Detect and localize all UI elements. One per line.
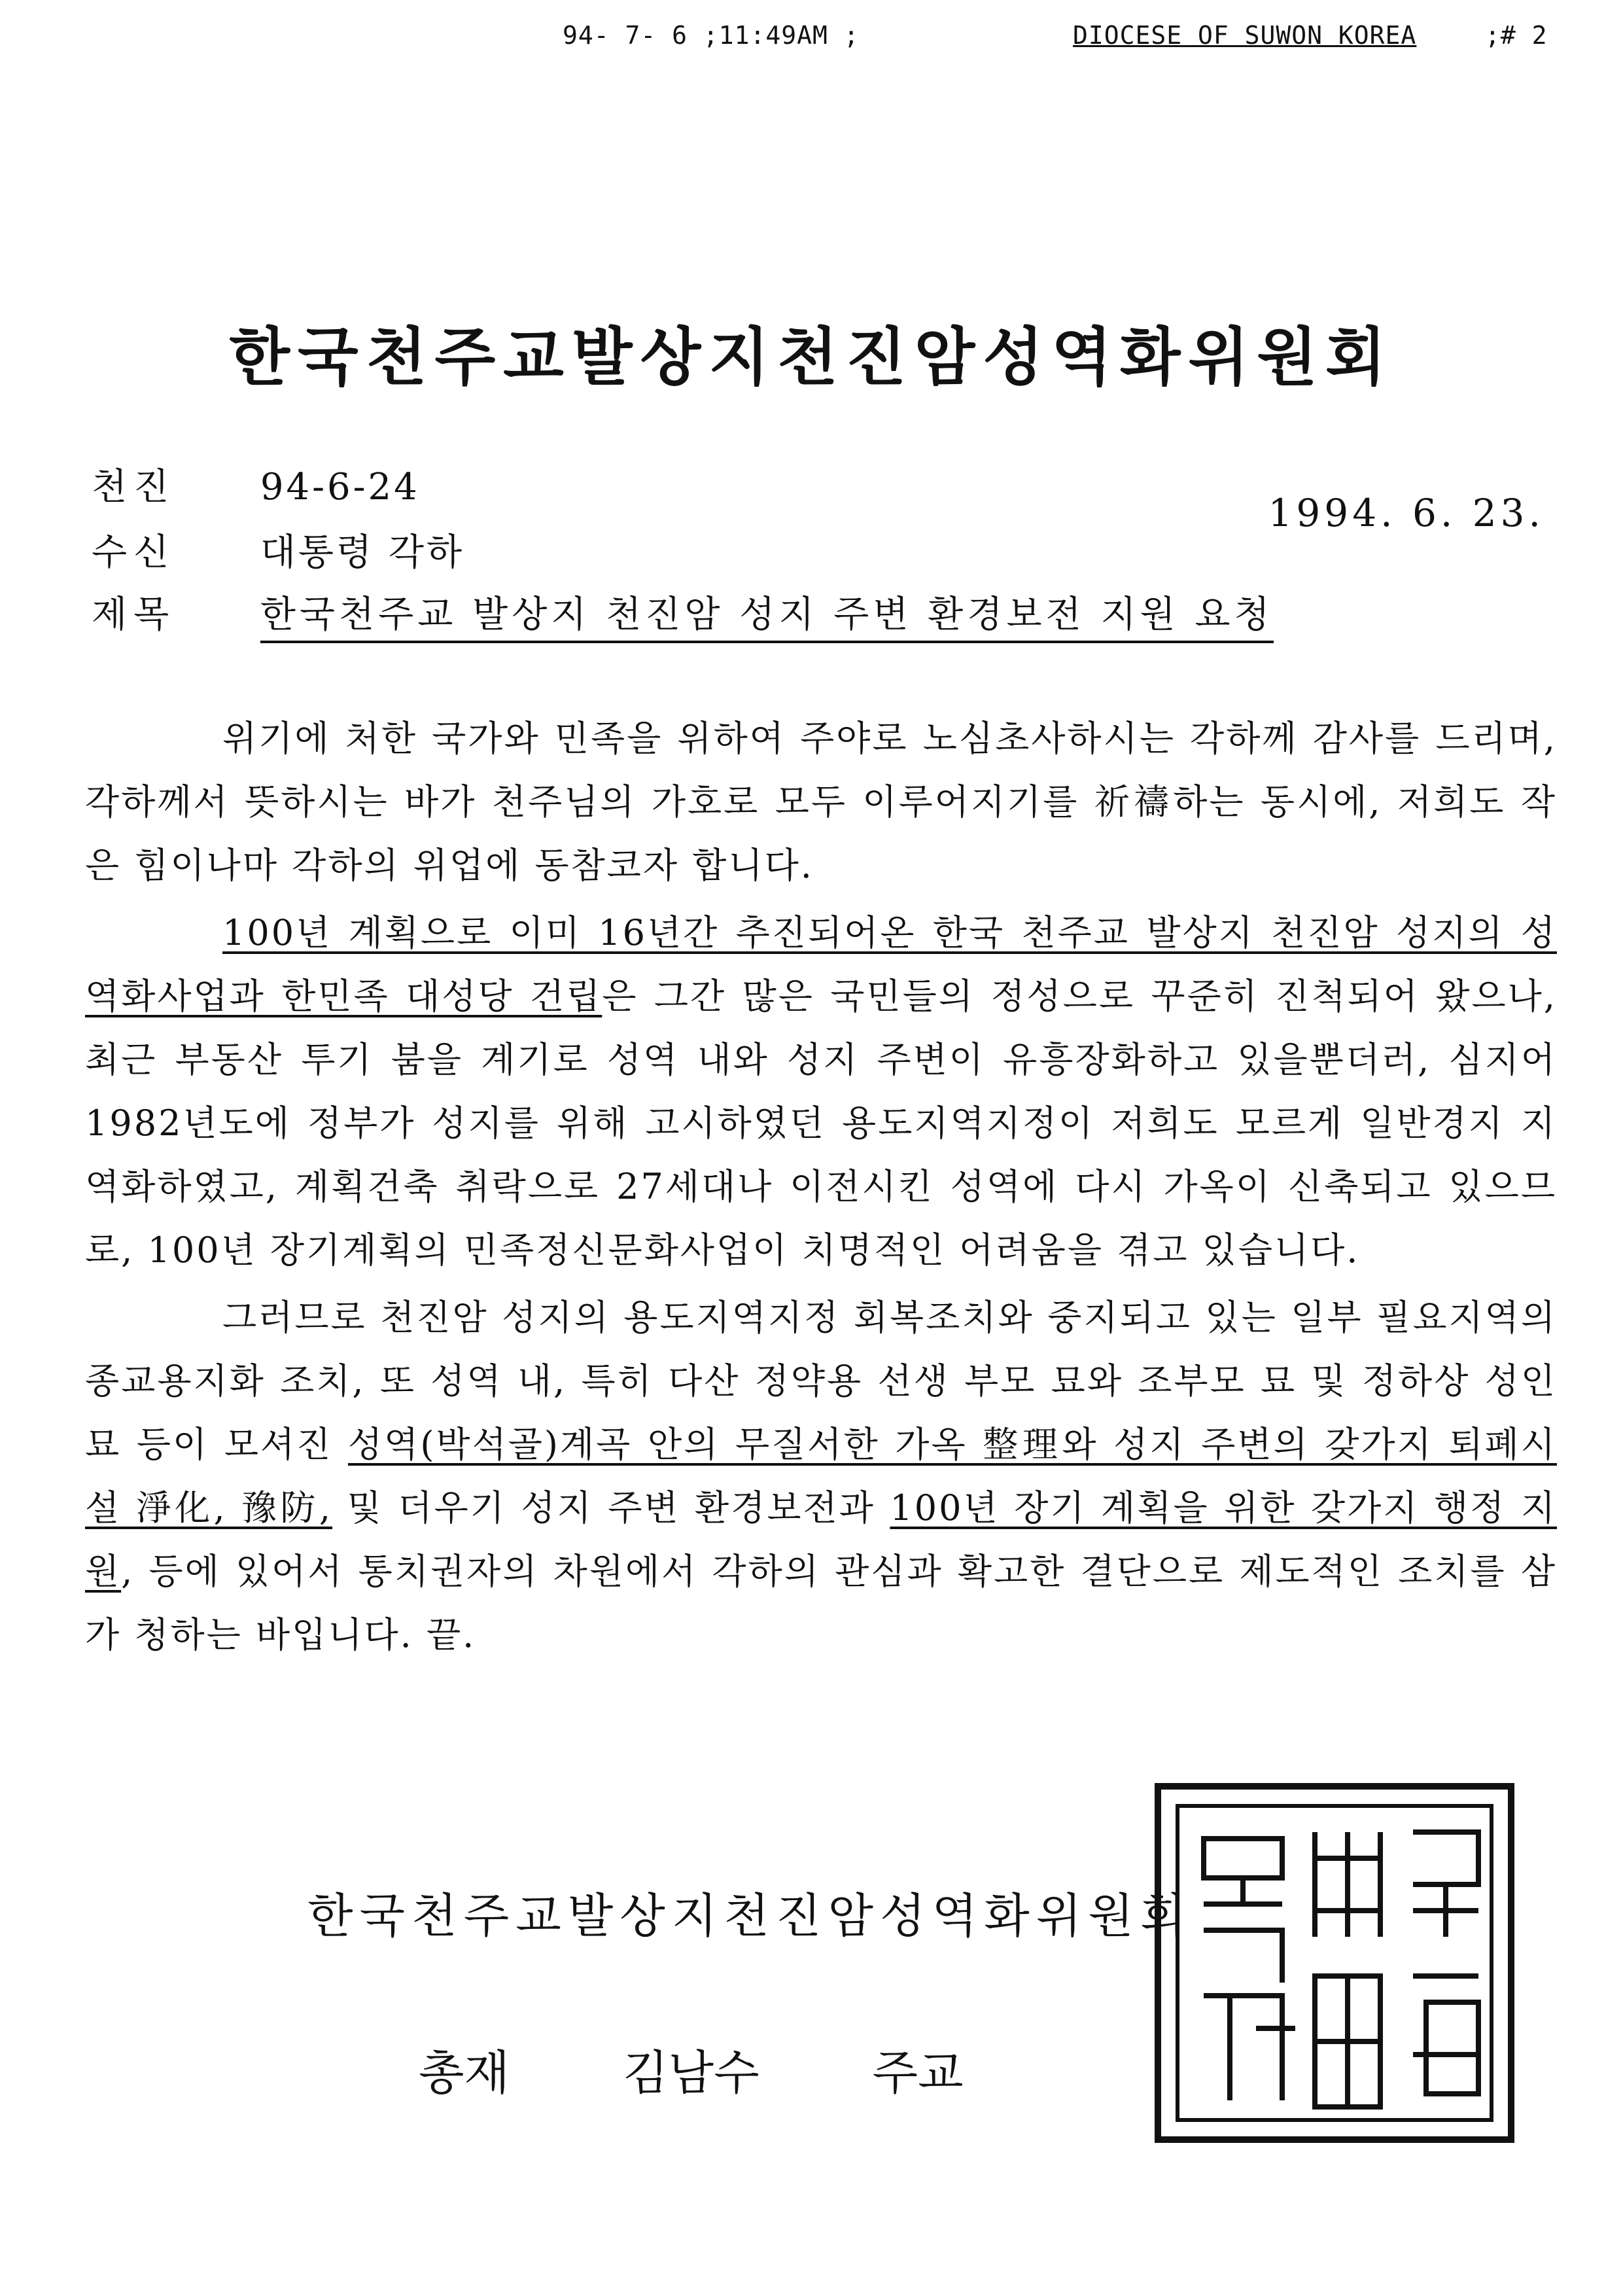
signature-name-line xyxy=(419,2035,1062,2103)
subject-label: 제목 xyxy=(92,593,176,636)
square-seal-stamp-icon xyxy=(1151,1780,1518,2146)
body-paragraph-1: 위기에 처한 국가와 민족을 위하여 주야로 노심초사하시는 각하께 감사를 드리며, 각하께서 뜻하시는 바가 천주님의 가호로 모두 이루어지기를 祈禱하는 동시에, 저희도 작은 힘이나마 각하의 위업에 동참코자 합니다. xyxy=(85,718,1557,886)
signer-role: 주교 xyxy=(872,2045,964,2100)
recipient-label: 수신 xyxy=(92,531,176,574)
underlined-phrase: 성역(박석골)계곡 안의 무질서한 가옥 整理와 성지 주변의 갖가지 퇴폐시설 淨化, 豫防, xyxy=(85,1424,1557,1528)
recipient: 대통령 각하 xyxy=(260,531,465,574)
body-text: , 등에 있어서 통치권자의 차원에서 각하의 관심과 확고한 결단으로 제도적인 조치를 삼가 청하는 바입니다. 끝. xyxy=(85,1551,1557,1655)
signature-organization: 한국천주교발상지천진암성역화위원회 xyxy=(307,1888,1193,1943)
body-text: 은 그간 많은 국민들의 정성으로 꾸준히 진척되어 왔으나, 최근 부동산 투기 붐을 계기로 성역 내와 성지 주변이 유흥장화하고 있을뿐더러, 심지어 1982년도에 정부가 성지를 위해 고시하였던 용도지역지정이 저희도 모르게 일반경지 지역화하였고, 계획건축 취락으로 27세대나 이전시킨 성역에 다시 가옥이 신축되고 있으므로, 100년 장기계획의 민족정신문화사업이 치명적인 어려움을 겪고 있습니다. xyxy=(85,976,1557,1271)
recipient-row xyxy=(92,523,464,576)
fax-sender: DIOCESE OF SUWON KOREA xyxy=(1073,21,1417,50)
fax-timestamp: 94- 7- 6 ;11:49AM ; xyxy=(563,21,860,50)
letter-date: 1994. 6. 23. xyxy=(1268,491,1544,535)
fax-page-number: ;# 2 xyxy=(1485,21,1548,50)
document-number: 94-6-24 xyxy=(260,466,420,508)
underlined-phrase: 100년 장기 계획을 위한 갖가지 행정 지원 xyxy=(85,1487,1558,1592)
signer-name: 김남수 xyxy=(623,2045,759,2100)
document-number-row xyxy=(92,458,420,510)
body-paragraph-3 xyxy=(85,1286,1557,1667)
letter-body xyxy=(85,707,1557,1670)
fax-header xyxy=(0,21,1623,60)
subject: 한국천주교 발상지 천진암 성지 주변 환경보전 지원 요청 xyxy=(260,586,1274,643)
subject-row xyxy=(92,586,1274,643)
body-text: 그러므로 천진암 성지의 용도지역지정 회복조치와 중지되고 있는 일부 필요지역의 종교용지화 조치, 또 성역 내, 특히 다산 정약용 선생 부모 묘와 조부모 묘 및 정하상 성인 묘 등이 모셔진 xyxy=(85,1297,1557,1465)
document-number-label: 천진 xyxy=(92,466,176,508)
underlined-phrase: 100년 계획으로 이미 16년간 추진되어온 한국 천주교 발상지 천진암 성지의 성역화사업과 한민족 대성당 건립 xyxy=(85,912,1557,1017)
body-paragraph-2 xyxy=(85,901,1557,1282)
letterhead-organization: 한국천주교발상지천진암성역화위원회 xyxy=(229,320,1394,394)
signer-title: 총재 xyxy=(419,2045,510,2100)
body-text: 및 더우기 성지 주변 환경보전과 xyxy=(332,1487,890,1528)
